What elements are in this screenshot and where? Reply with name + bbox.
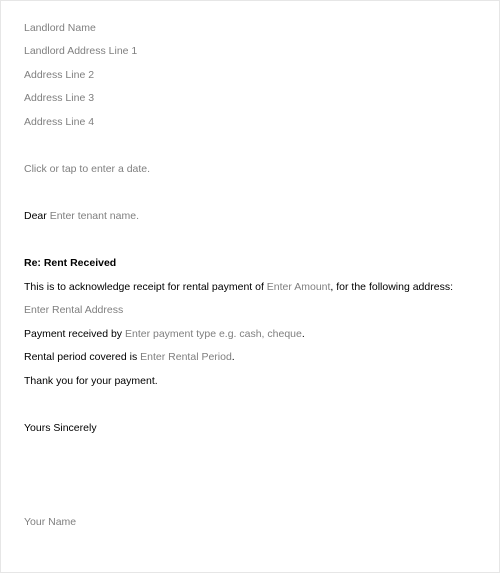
landlord-address-line-4-field[interactable]: Address Line 4 (24, 116, 95, 128)
landlord-name-field[interactable]: Landlord Name (24, 22, 96, 34)
closing-line: Yours Sincerely (24, 422, 97, 434)
payment-period-dot: . (301, 328, 305, 340)
ack-text-before: This is to acknowledge receipt for rental payment of (24, 281, 264, 293)
landlord-address-line-3-field[interactable]: Address Line 3 (24, 92, 95, 104)
thank-you-line: Thank you for your payment. (24, 375, 158, 387)
amount-field[interactable]: Enter Amount (266, 281, 331, 293)
acknowledgement-line (24, 280, 453, 294)
landlord-address-line-2-field[interactable]: Address Line 2 (24, 69, 95, 81)
period-dot: . (231, 351, 235, 363)
payment-type-field[interactable]: Enter payment type e.g. cash, cheque (124, 328, 302, 340)
salutation-line (24, 209, 139, 223)
signature-name-field[interactable]: Your Name (24, 516, 77, 528)
rental-address-field[interactable]: Enter Rental Address (24, 304, 124, 316)
salutation-prefix: Dear (24, 210, 47, 222)
ack-text-after: , for the following address: (330, 281, 453, 293)
payment-prefix: Payment received by (24, 328, 123, 340)
subject-heading: Re: Rent Received (24, 257, 117, 269)
rental-period-line (24, 350, 235, 364)
period-prefix: Rental period covered is (24, 351, 138, 363)
rental-period-field[interactable]: Enter Rental Period (140, 351, 232, 363)
date-picker-field[interactable]: Click or tap to enter a date. (24, 163, 151, 175)
landlord-address-line-1-field[interactable]: Landlord Address Line 1 (24, 45, 138, 57)
tenant-name-field[interactable]: Enter tenant name. (49, 210, 139, 222)
payment-type-line (24, 327, 305, 341)
